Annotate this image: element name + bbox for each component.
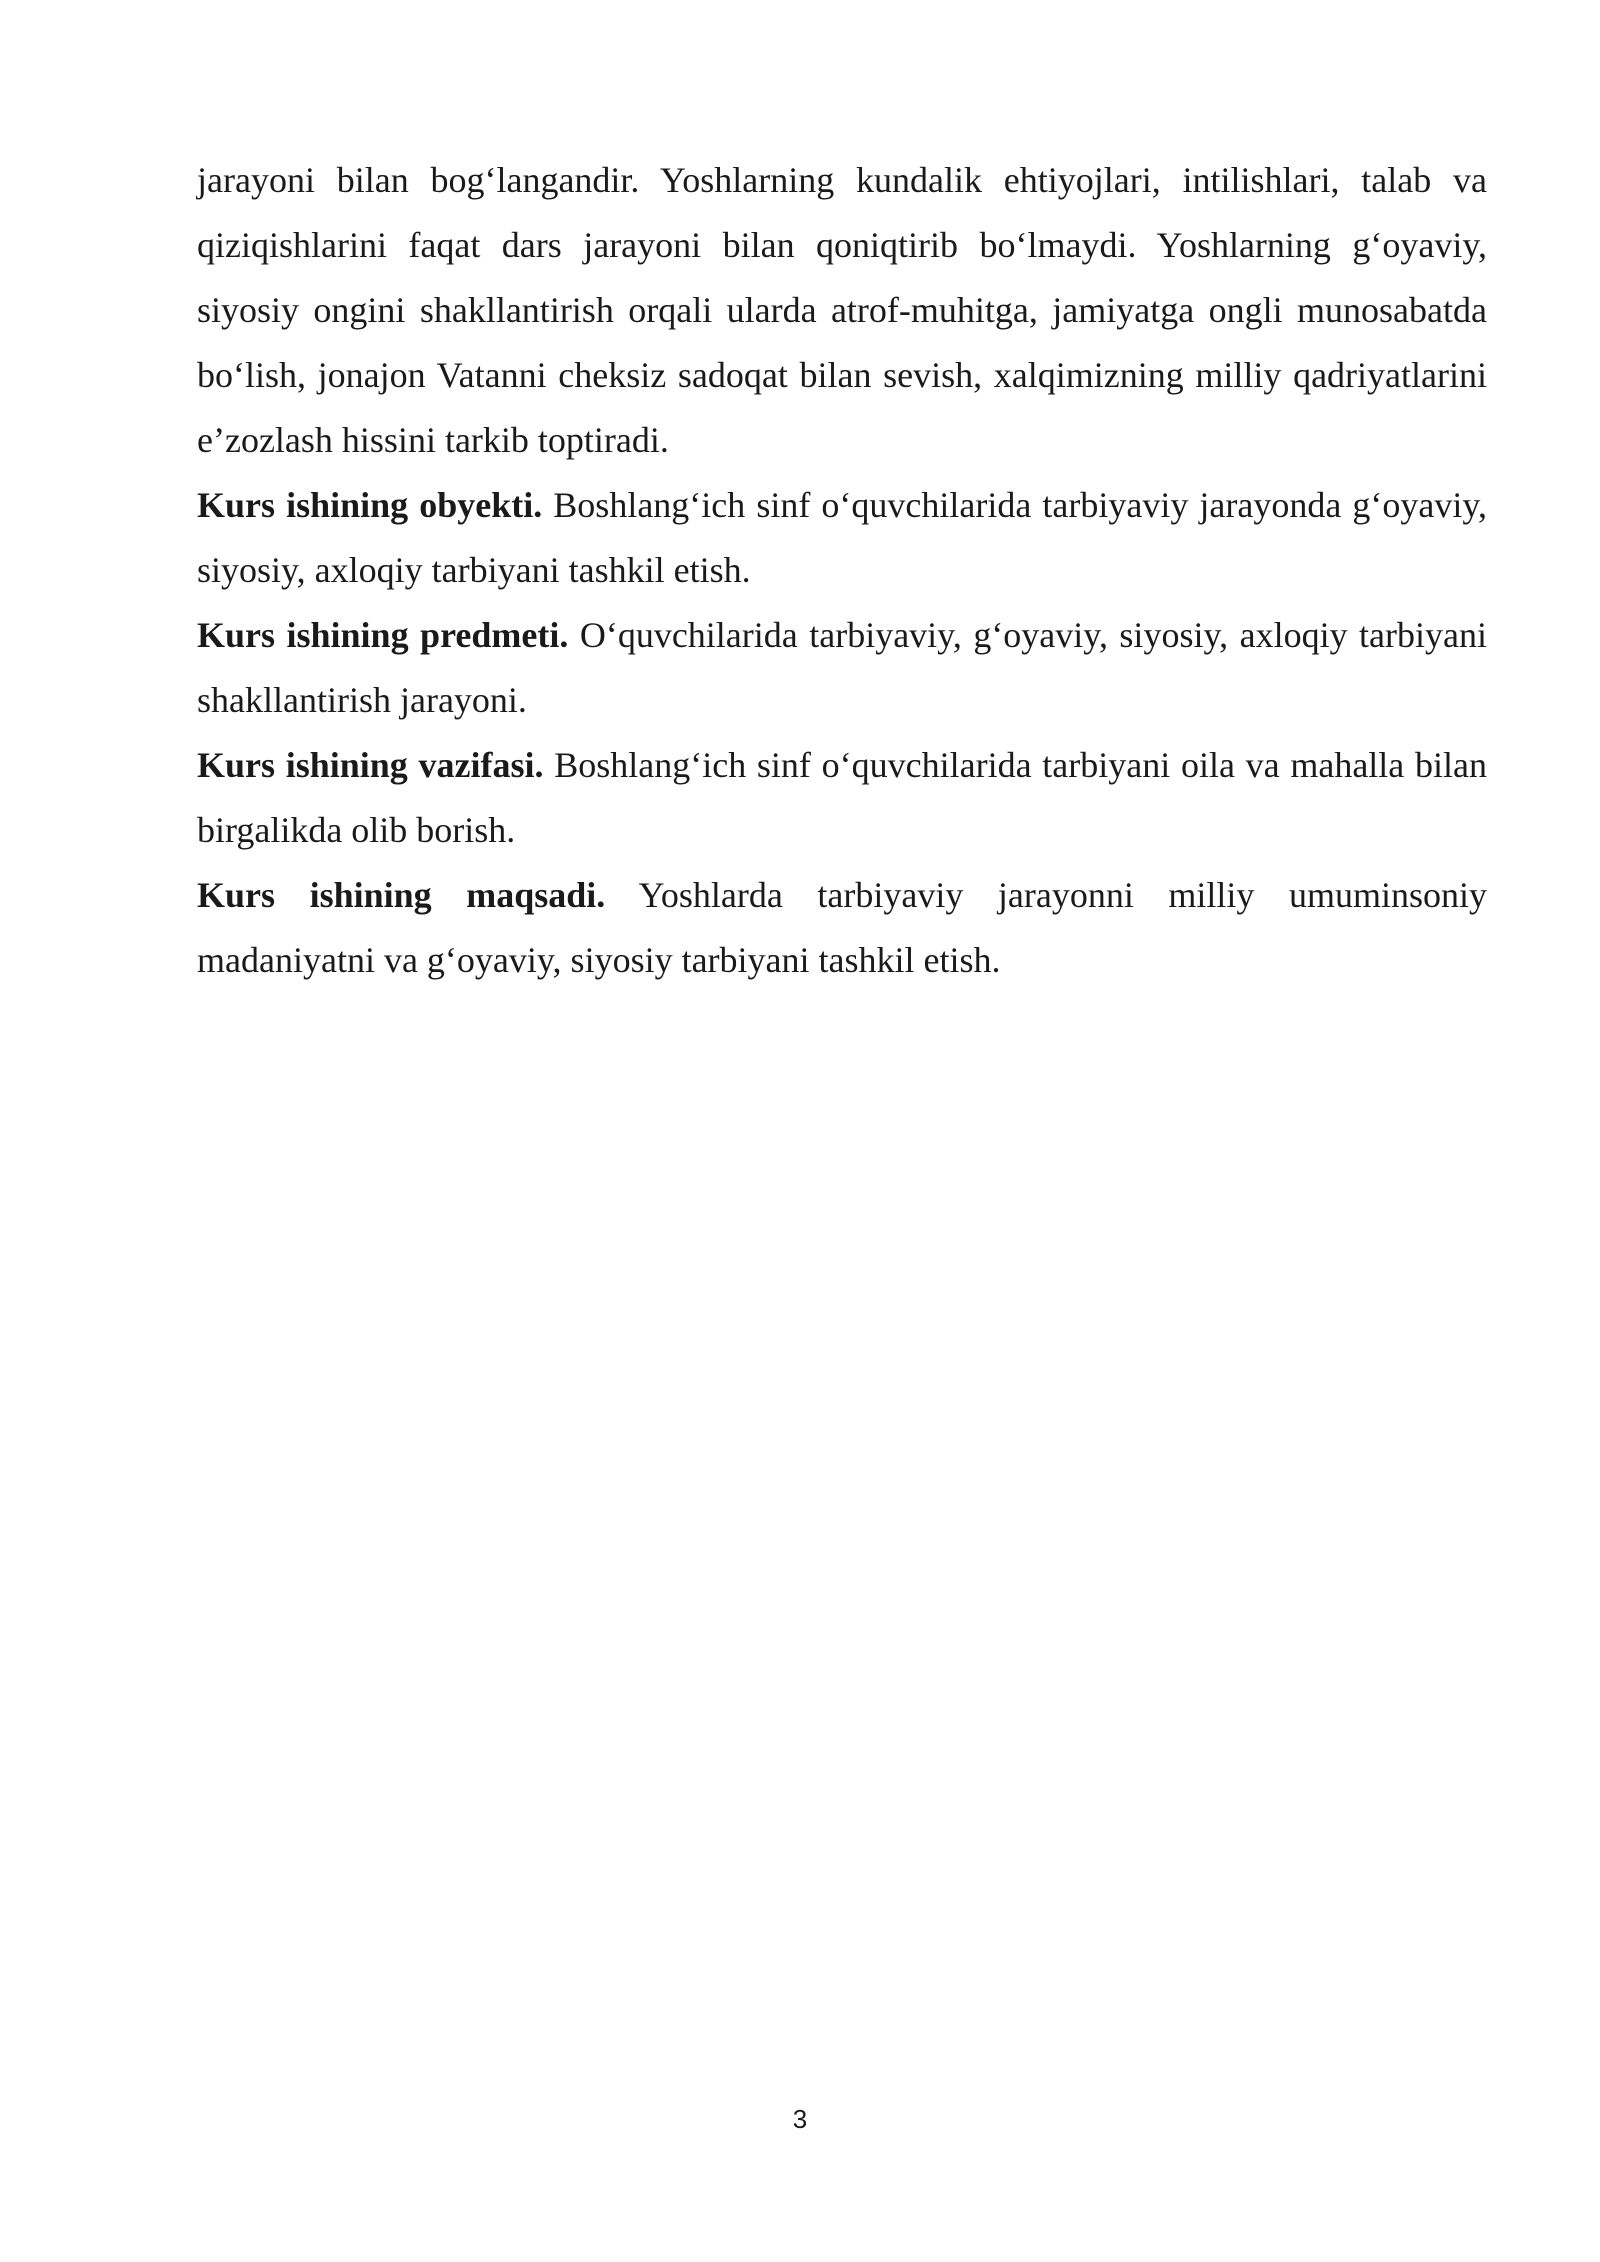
section-heading: Kurs ishining obyekti. xyxy=(197,485,543,525)
section-tasks xyxy=(197,733,1487,863)
section-text: Boshlang‘ich sinf o‘quvchilarida tarbiyani oila va mahalla bilan birgalikda olib borish. xyxy=(197,745,1487,850)
document-body xyxy=(197,148,1487,993)
section-text: O‘quvchilarida tarbiyaviy, g‘oyaviy, siyosiy, axloqiy tarbiyani shakllantirish jarayoni. xyxy=(197,615,1487,720)
section-heading: Kurs ishining vazifasi. xyxy=(197,745,544,785)
intro-paragraph: jarayoni bilan bog‘langandir. Yoshlarning kundalik ehtiyojlari, intilishlari, talab va qiziqishlarini faqat dars jarayoni bilan qoniqtirib bo‘lmaydi. Yoshlarning g‘oyaviy, siyosiy ongini shakllantirish orqali ularda atrof-muhitga, jamiyatga ongli munosabatda bo‘lish, jonajon Vatanni cheksiz sadoqat bilan sevish, xalqimizning milliy qadriyatlarini e’zozlash hissini tarkib toptiradi. xyxy=(197,160,1487,460)
section-heading: Kurs ishining maqsadi. xyxy=(197,875,606,915)
section-heading: Kurs ishining predmeti. xyxy=(197,615,569,655)
page-number: 3 xyxy=(792,2104,808,2134)
section-goal xyxy=(197,863,1487,993)
section-text: Boshlang‘ich sinf o‘quvchilarida tarbiyaviy jarayonda g‘oyaviy, siyosiy, axloqiy tarbiyani tashkil etish. xyxy=(197,485,1487,590)
section-subject xyxy=(197,603,1487,733)
section-text: Yoshlarda tarbiyaviy jarayonni milliy umuminsoniy madaniyatni va g‘oyaviy, siyosiy tarbiyani tashkil etish. xyxy=(197,875,1487,980)
section-object xyxy=(197,473,1487,603)
